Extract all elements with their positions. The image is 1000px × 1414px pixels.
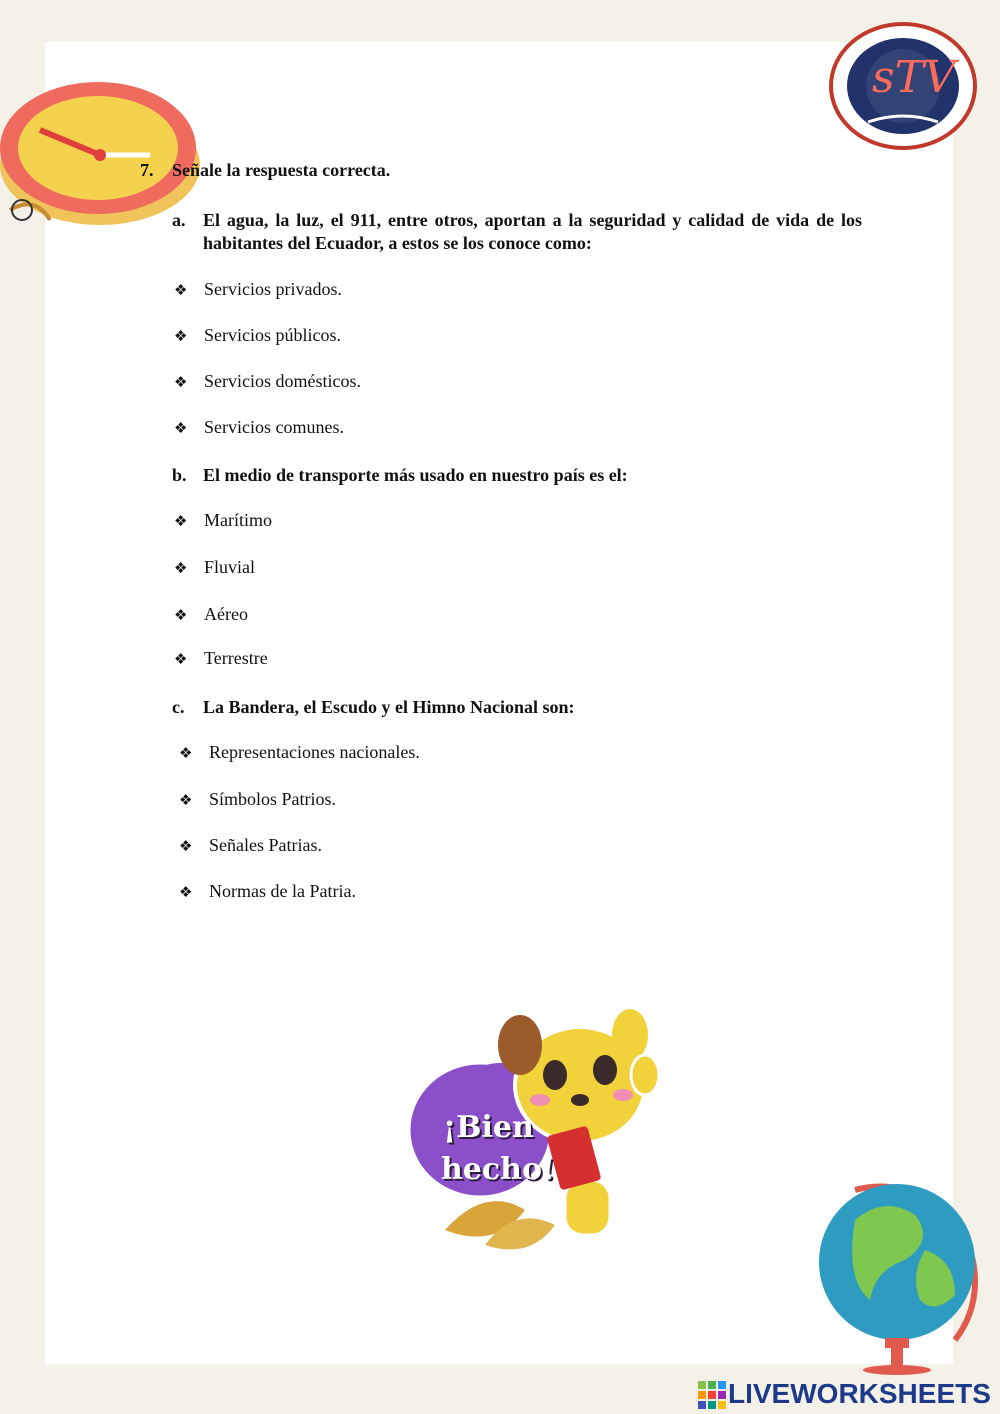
option-label: Aéreo: [204, 604, 248, 624]
option-label: Terrestre: [204, 648, 268, 668]
part-c-prompt: [172, 696, 862, 719]
option-b1[interactable]: [174, 510, 272, 531]
brand-name: LIVEWORKSHEETS: [728, 1378, 991, 1409]
question-number: 7.: [140, 160, 154, 180]
diamond-bullet-icon: ❖: [174, 373, 188, 391]
option-c2[interactable]: [179, 789, 336, 810]
option-a4[interactable]: [174, 417, 344, 438]
option-a1[interactable]: [174, 279, 342, 300]
question-title-text: Señale la respuesta correcta.: [172, 160, 391, 180]
part-c-letter: c.: [172, 697, 185, 717]
diamond-bullet-icon: ❖: [174, 281, 188, 299]
globe-illustration: [815, 1170, 990, 1375]
option-label: Servicios públicos.: [204, 325, 341, 345]
diamond-bullet-icon: ❖: [174, 650, 188, 668]
option-c4[interactable]: [179, 881, 356, 902]
diamond-bullet-icon: ❖: [174, 512, 188, 530]
part-a-letter: a.: [172, 210, 186, 230]
option-c1[interactable]: [179, 742, 420, 763]
diamond-bullet-icon: ❖: [179, 837, 193, 855]
option-label: Señales Patrias.: [209, 835, 322, 855]
diamond-bullet-icon: ❖: [179, 791, 193, 809]
liveworksheets-logo: [698, 1378, 998, 1412]
option-a3[interactable]: [174, 371, 361, 392]
part-b-prompt: [172, 464, 862, 487]
option-label: Representaciones nacionales.: [209, 742, 420, 762]
option-label: Símbolos Patrios.: [209, 789, 337, 809]
part-b-letter: b.: [172, 465, 187, 485]
part-b-text: El medio de transporte más usado en nuestro país es el:: [203, 465, 628, 485]
diamond-bullet-icon: ❖: [174, 327, 188, 345]
option-a2[interactable]: [174, 325, 341, 346]
logo-monogram: sTV: [872, 52, 956, 103]
part-a-prompt: [172, 209, 862, 255]
question-title: [140, 160, 390, 181]
sticker-text-line2: hecho!: [441, 1152, 556, 1187]
diamond-bullet-icon: ❖: [174, 559, 188, 577]
option-label: Fluvial: [204, 557, 256, 577]
option-b3[interactable]: [174, 604, 248, 625]
well-done-sticker: [405, 1000, 695, 1285]
option-b4[interactable]: [174, 648, 268, 669]
diamond-bullet-icon: ❖: [179, 883, 193, 901]
option-label: Marítimo: [204, 510, 272, 530]
option-label: Servicios domésticos.: [204, 371, 361, 391]
part-a-text: El agua, la luz, el 911, entre otros, aportan a la seguridad y calidad de vida de los habitantes del Ecuador, a estos se los conoce como:: [203, 210, 862, 253]
option-label: Servicios comunes.: [204, 417, 344, 437]
diamond-bullet-icon: ❖: [174, 419, 188, 437]
school-logo: [828, 22, 978, 150]
option-label: Normas de la Patria.: [209, 881, 356, 901]
sticker-text-line1: ¡Bien: [443, 1110, 534, 1145]
diamond-bullet-icon: ❖: [174, 606, 188, 624]
option-label: Servicios privados.: [204, 279, 342, 299]
option-c3[interactable]: [179, 835, 322, 856]
option-b2[interactable]: [174, 557, 255, 578]
diamond-bullet-icon: ❖: [179, 744, 193, 762]
part-c-text: La Bandera, el Escudo y el Himno Nacional son:: [203, 697, 575, 717]
